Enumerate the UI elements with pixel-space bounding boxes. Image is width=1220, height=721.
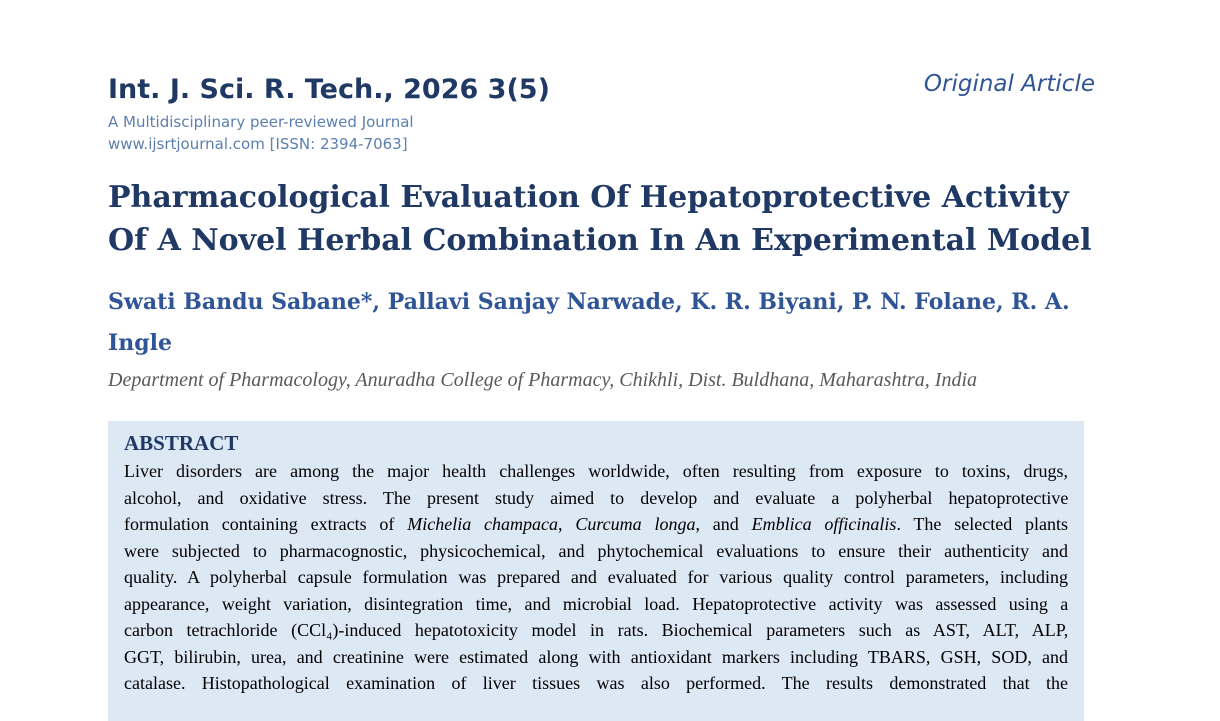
- abstract-line: GGT, bilirubin, urea, and creatinine were estimated along with antioxidant markers including TBARS, GSH, SOD, and: [124, 646, 1068, 667]
- species-name: Curcuma longa: [575, 514, 696, 534]
- abstract-text: formulation containing extracts of: [124, 514, 408, 534]
- abstract-line: Liver disorders are among the major health challenges worldwide, often resulting from exposure to toxins, drugs,: [124, 461, 1068, 481]
- abstract-line: catalase. Histopathological examination of liver tissues was also performed. The results demonstrated that the: [124, 673, 1068, 693]
- affiliation: Department of Pharmacology, Anuradha College of Pharmacy, Chikhli, Dist. Buldhana, Maharashtra, India: [108, 369, 978, 391]
- journal-website: www.ijsrtjournal.com [ISSN: 2394-7063]: [108, 135, 408, 153]
- abstract-line: quality. A polyherbal capsule formulation was prepared and evaluated for various quality control parameters, including: [124, 567, 1068, 587]
- abstract-line: alcohol, and oxidative stress. The present study aimed to develop and evaluate a polyherbal hepatoprotective: [124, 487, 1069, 508]
- article-type-label: Original Article: [923, 71, 1095, 97]
- species-name: Emblica officinalis: [751, 514, 897, 534]
- journal-tagline: A Multidisciplinary peer-reviewed Journal: [108, 113, 414, 131]
- abstract-text: , and: [695, 514, 752, 534]
- abstract-line: were subjected to pharmacognostic, physicochemical, and phytochemical evaluations to ensure their authenticity and: [124, 540, 1068, 561]
- abstract-box: [108, 421, 1084, 721]
- abstract-line: appearance, weight variation, disintegration time, and microbial load. Hepatoprotective activity was assessed using a: [124, 593, 1069, 614]
- abstract-text: . The selected plants: [896, 514, 1069, 534]
- paper-title-line-1: Pharmacological Evaluation Of Hepatoprotective Activity: [108, 180, 1069, 215]
- authors-line-2: Ingle: [108, 330, 173, 356]
- paper-title-line-2: Of A Novel Herbal Combination In An Experimental Model: [108, 223, 1092, 258]
- journal-title: Int. J. Sci. R. Tech., 2026 3(5): [108, 74, 550, 105]
- abstract-body: [124, 458, 1068, 697]
- abstract-text: ,: [558, 514, 576, 534]
- species-name: Michelia champaca: [407, 514, 558, 534]
- authors-line-1: Swati Bandu Sabane*, Pallavi Sanjay Narwade, K. R. Biyani, P. N. Folane, R. A.: [108, 289, 1070, 315]
- paper-title: [108, 176, 1108, 262]
- abstract-heading: ABSTRACT: [124, 431, 239, 455]
- author-list: [108, 282, 1088, 364]
- abstract-line: carbon tetrachloride (CCl₄)-induced hepatotoxicity model in rats. Biochemical parameters such as AST, ALT, ALP,: [124, 620, 1069, 640]
- abstract-line: [124, 511, 1068, 538]
